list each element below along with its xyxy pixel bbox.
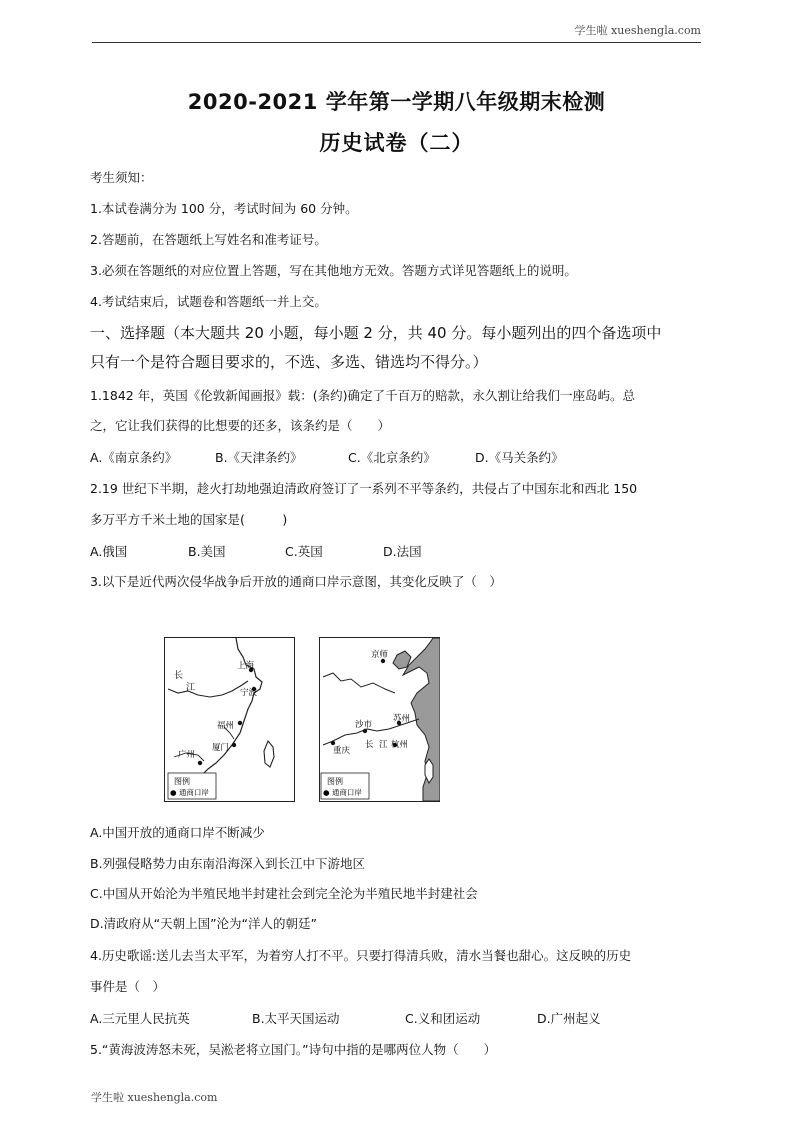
option-a[interactable]: A.《南京条约》 [90, 450, 178, 465]
question-stem: 4.历史歌谣:送儿去当太平军，为着穷人打不平。只要打得清兵败，清水当餐也甜心。这反映的历史 [90, 948, 632, 963]
map-label: 江 [186, 683, 196, 693]
map-label: 福州 [217, 721, 235, 731]
option-d[interactable]: D.《马关条约》 [475, 450, 564, 465]
question-stem: 2.19 世纪下半期，趁火打劫地强迫清政府签订了一系列不平等条约，共侵占了中国东北和西北 150 [90, 481, 638, 496]
option-d[interactable]: D.清政府从“天朝上国”沦为“洋人的朝廷” [90, 916, 318, 931]
section-heading: 一、选择题（本大题共 20 小题，每小题 2 分，共 40 分。每小题列出的四个备选项中 [90, 324, 662, 342]
notice-item: 2.答题前，在答题纸上写姓名和准考证号。 [90, 232, 327, 247]
map-legend-title: 图例 [174, 777, 190, 786]
header-site: 学生啦 xueshengla.com [574, 24, 701, 37]
section-heading: 只有一个是符合题目要求的，不选、多选、错选均不得分。） [90, 353, 488, 371]
map-label: 长 [365, 740, 374, 750]
map-label: 杭州 [391, 740, 409, 750]
question-stem: 之，它让我们获得的比想要的还多，该条约是（ ） [90, 418, 391, 433]
treaty-ports-map-1 [164, 637, 295, 802]
treaty-ports-map-2 [319, 637, 440, 802]
option-b[interactable]: B.《天津条约》 [215, 450, 303, 465]
notice-item: 4.考试结束后，试题卷和答题纸一并上交。 [90, 294, 327, 309]
map-label: 上海 [237, 661, 255, 671]
option-a[interactable]: A.三元里人民抗英 [90, 1011, 190, 1026]
question-stem: 事件是（ ） [90, 979, 166, 994]
header-rule [92, 42, 701, 43]
notice-item: 1.本试卷满分为 100 分，考试时间为 60 分钟。 [90, 201, 358, 216]
map-label: 重庆 [333, 746, 351, 756]
option-c[interactable]: C.《北京条约》 [348, 450, 436, 465]
question-stem: 多万平方千米土地的国家是( ) [90, 512, 288, 527]
question-stem: 1.1842 年，英国《伦敦新闻画报》载：(条约)确定了千百万的赔款，永久割让给我们一座岛屿。总 [90, 388, 635, 403]
map-label: 厦门 [212, 743, 230, 753]
map-label: 京师 [371, 650, 389, 660]
map-legend-item: ● 通商口岸 [323, 788, 362, 797]
map-label: 广州 [178, 750, 196, 760]
option-b[interactable]: B.美国 [188, 544, 226, 559]
option-c[interactable]: C.义和团运动 [405, 1011, 481, 1026]
map-label: 江 [379, 740, 388, 750]
map-legend-title: 图例 [327, 777, 343, 786]
option-b[interactable]: B.列强侵略势力由东南沿海深入到长江中下游地区 [90, 856, 366, 871]
option-d[interactable]: D.法国 [383, 544, 422, 559]
option-a[interactable]: A.俄国 [90, 544, 128, 559]
notice-heading: 考生须知： [90, 170, 153, 185]
map-label: 长 [174, 671, 184, 681]
footer-site: 学生啦 xueshengla.com [91, 1091, 218, 1104]
map-label: 宁波 [240, 688, 258, 698]
question-stem: 5.“黄海波涛怒未死，吴淞老将立国门。”诗句中指的是哪两位人物（ ） [90, 1042, 497, 1057]
option-c[interactable]: C.英国 [285, 544, 323, 559]
option-a[interactable]: A.中国开放的通商口岸不断减少 [90, 825, 265, 840]
map-label: 苏州 [393, 714, 411, 724]
option-d[interactable]: D.广州起义 [537, 1011, 601, 1026]
option-b[interactable]: B.太平天国运动 [252, 1011, 340, 1026]
map-label: 沙市 [355, 720, 373, 730]
map-legend-item: ● 通商口岸 [170, 788, 209, 797]
page-title: 2020-2021 学年第一学期八年级期末检测 [187, 90, 606, 114]
notice-item: 3.必须在答题纸的对应位置上答题，写在其他地方无效。答题方式详见答题纸上的说明。 [90, 263, 577, 278]
page-subtitle: 历史试卷（二） [319, 131, 474, 155]
question-stem: 3.以下是近代两次侵华战争后开放的通商口岸示意图，其变化反映了（ ） [90, 574, 502, 589]
option-c[interactable]: C.中国从开始沦为半殖民地半封建社会到完全沦为半殖民地半封建社会 [90, 886, 478, 901]
